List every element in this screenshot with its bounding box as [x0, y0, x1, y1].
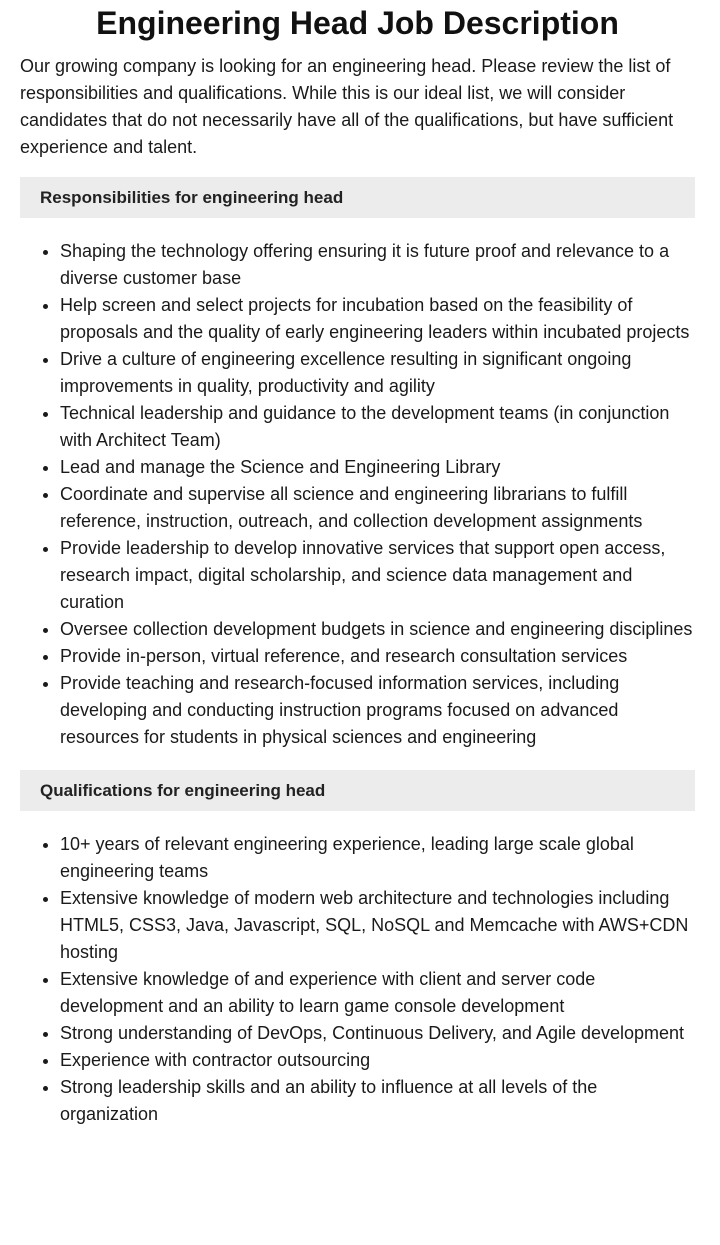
intro-paragraph: Our growing company is looking for an engineering head. Please review the list of responsibilities and qualifications. While this is our ideal list, we will consider candidates that do not necessarily have all of the qualifications, but have sufficient experience and talent.: [20, 56, 674, 157]
list-item: • Provide teaching and research-focused information services, including developing and conducting instruction programs focused on advanced resources for students in physical sciences and engineering: [60, 670, 695, 751]
page-title: Engineering Head Job Description: [96, 5, 619, 41]
list-item: • Provide leadership to develop innovative services that support open access, research impact, digital scholarship, and science data management and curation: [60, 535, 695, 616]
responsibilities-heading: Responsibilities for engineering head: [20, 177, 695, 218]
list-item: • Strong leadership skills and an ability to influence at all levels of the organization: [60, 1074, 695, 1128]
list-item: • Strong understanding of DevOps, Continuous Delivery, and Agile development: [60, 1020, 695, 1047]
list-item: • Help screen and select projects for incubation based on the feasibility of proposals and the quality of early engineering leaders within incubated projects: [60, 292, 695, 346]
list-item: • 10+ years of relevant engineering experience, leading large scale global engineering teams: [60, 831, 695, 885]
list-item: • Experience with contractor outsourcing: [60, 1047, 695, 1074]
qualifications-heading: Qualifications for engineering head: [20, 770, 695, 811]
list-item: • Drive a culture of engineering excellence resulting in significant ongoing improvements in quality, productivity and agility: [60, 346, 695, 400]
list-item: • Lead and manage the Science and Engineering Library: [60, 454, 695, 481]
list-item: • Coordinate and supervise all science and engineering librarians to fulfill reference, instruction, outreach, and collection development assignments: [60, 481, 695, 535]
responsibilities-list: [20, 238, 695, 751]
list-item: • Technical leadership and guidance to the development teams (in conjunction with Architect Team): [60, 400, 695, 454]
list-item: • Oversee collection development budgets in science and engineering disciplines: [60, 616, 695, 643]
list-item: • Extensive knowledge of and experience with client and server code development and an ability to learn game console development: [60, 966, 695, 1020]
list-item: • Extensive knowledge of modern web architecture and technologies including HTML5, CSS3, Java, Javascript, SQL, NoSQL and Memcache with AWS+CDN hosting: [60, 885, 695, 966]
qualifications-list: [20, 831, 695, 1128]
list-item: • Provide in-person, virtual reference, and research consultation services: [60, 643, 695, 670]
list-item: • Shaping the technology offering ensuring it is future proof and relevance to a diverse customer base: [60, 238, 695, 292]
